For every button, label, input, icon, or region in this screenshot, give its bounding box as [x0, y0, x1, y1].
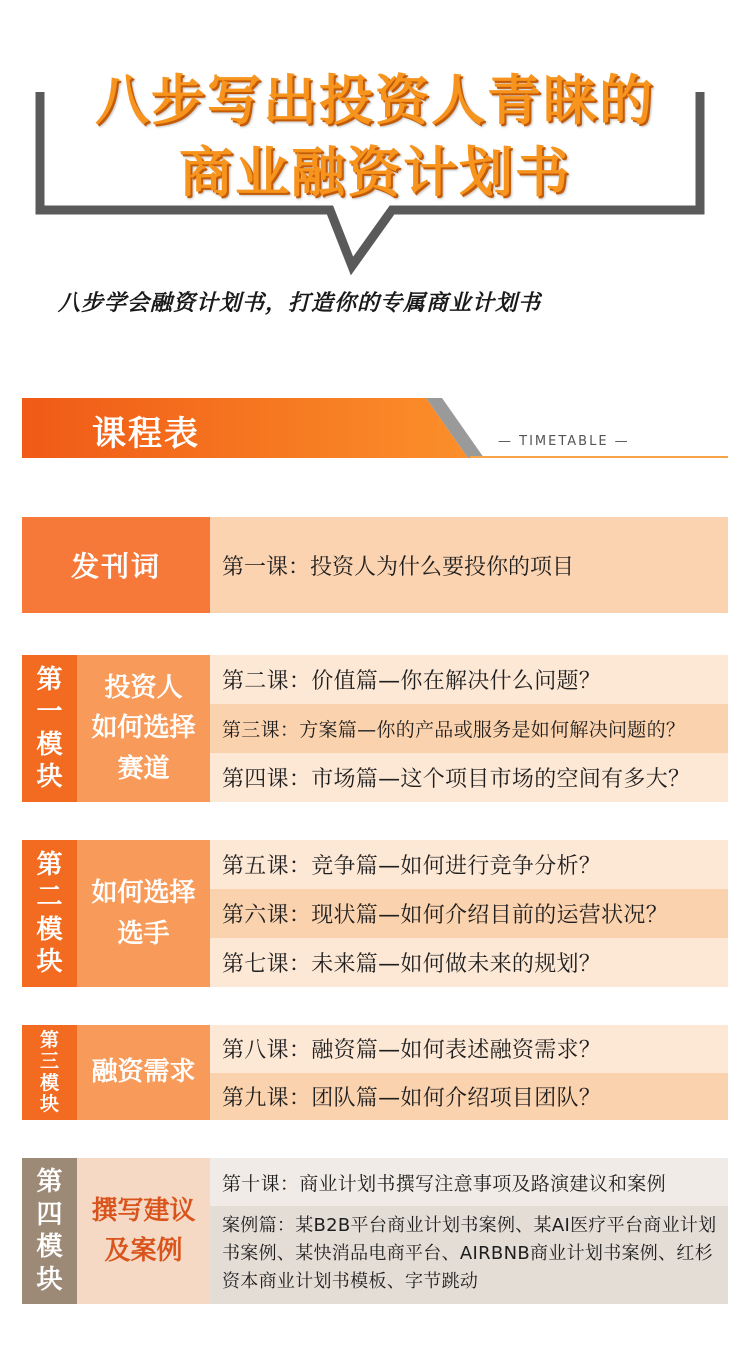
lesson-10[interactable]: 第十课：商业计划书撰写注意事项及路演建议和案例	[210, 1158, 728, 1206]
module-4	[22, 1158, 728, 1304]
module-1-lessons	[210, 655, 728, 802]
headline-line-1: 八步写出投资人青睐的	[95, 69, 655, 132]
module-2	[22, 840, 728, 987]
module-2-number: 第 二 模 块	[22, 840, 77, 987]
module-4-title: 撰写建议 及案例	[77, 1158, 210, 1304]
module-2-lessons	[210, 840, 728, 987]
module-1	[22, 655, 728, 802]
module-2-title: 如何选择 选手	[77, 840, 210, 987]
lesson-8[interactable]: 第八课：融资篇—如何表述融资需求？	[210, 1025, 728, 1073]
module-4-lessons	[210, 1158, 728, 1304]
lesson-3[interactable]: 第三课：方案篇—你的产品或服务是如何解决问题的？	[210, 704, 728, 753]
timetable-english-label: — TIMETABLE —	[498, 434, 630, 449]
intro-label: 发刊词	[22, 517, 210, 613]
lesson-text: 第一课：投资人为什么要投你的项目	[222, 554, 575, 580]
module-3	[22, 1025, 728, 1120]
module-3-title: 融资需求	[77, 1025, 210, 1120]
lesson-6[interactable]: 第六课：现状篇—如何介绍目前的运营状况？	[210, 889, 728, 938]
subtitle: 八步学会融资计划书，打造你的专属商业计划书	[58, 291, 542, 316]
lesson-5[interactable]: 第五课：竞争篇—如何进行竞争分析？	[210, 840, 728, 889]
headline-line-2: 商业融资计划书	[179, 141, 571, 204]
intro-block	[22, 517, 728, 613]
lesson-4[interactable]: 第四课：市场篇—这个项目市场的空间有多大？	[210, 753, 728, 802]
lesson-2[interactable]: 第二课：价值篇—你在解决什么问题？	[210, 655, 728, 704]
case-studies[interactable]: 案例篇：某B2B平台商业计划书案例、某AI医疗平台商业计划书案例、某快消品电商平台、AIRBNB商业计划书案例、红杉资本商业计划书模板、字节跳动	[210, 1206, 728, 1304]
intro-lesson[interactable]	[210, 517, 728, 613]
module-4-number: 第 四 模 块	[22, 1158, 77, 1304]
timetable-underline	[470, 456, 728, 458]
lesson-7[interactable]: 第七课：未来篇—如何做未来的规划？	[210, 938, 728, 987]
module-3-number: 第 三 模 块	[22, 1025, 77, 1120]
timetable-title: 课程表	[92, 414, 200, 454]
module-1-number: 第 一 模 块	[22, 655, 77, 802]
lesson-9[interactable]: 第九课：团队篇—如何介绍项目团队？	[210, 1073, 728, 1121]
module-3-lessons	[210, 1025, 728, 1120]
module-1-title: 投资人 如何选择 赛道	[77, 655, 210, 802]
